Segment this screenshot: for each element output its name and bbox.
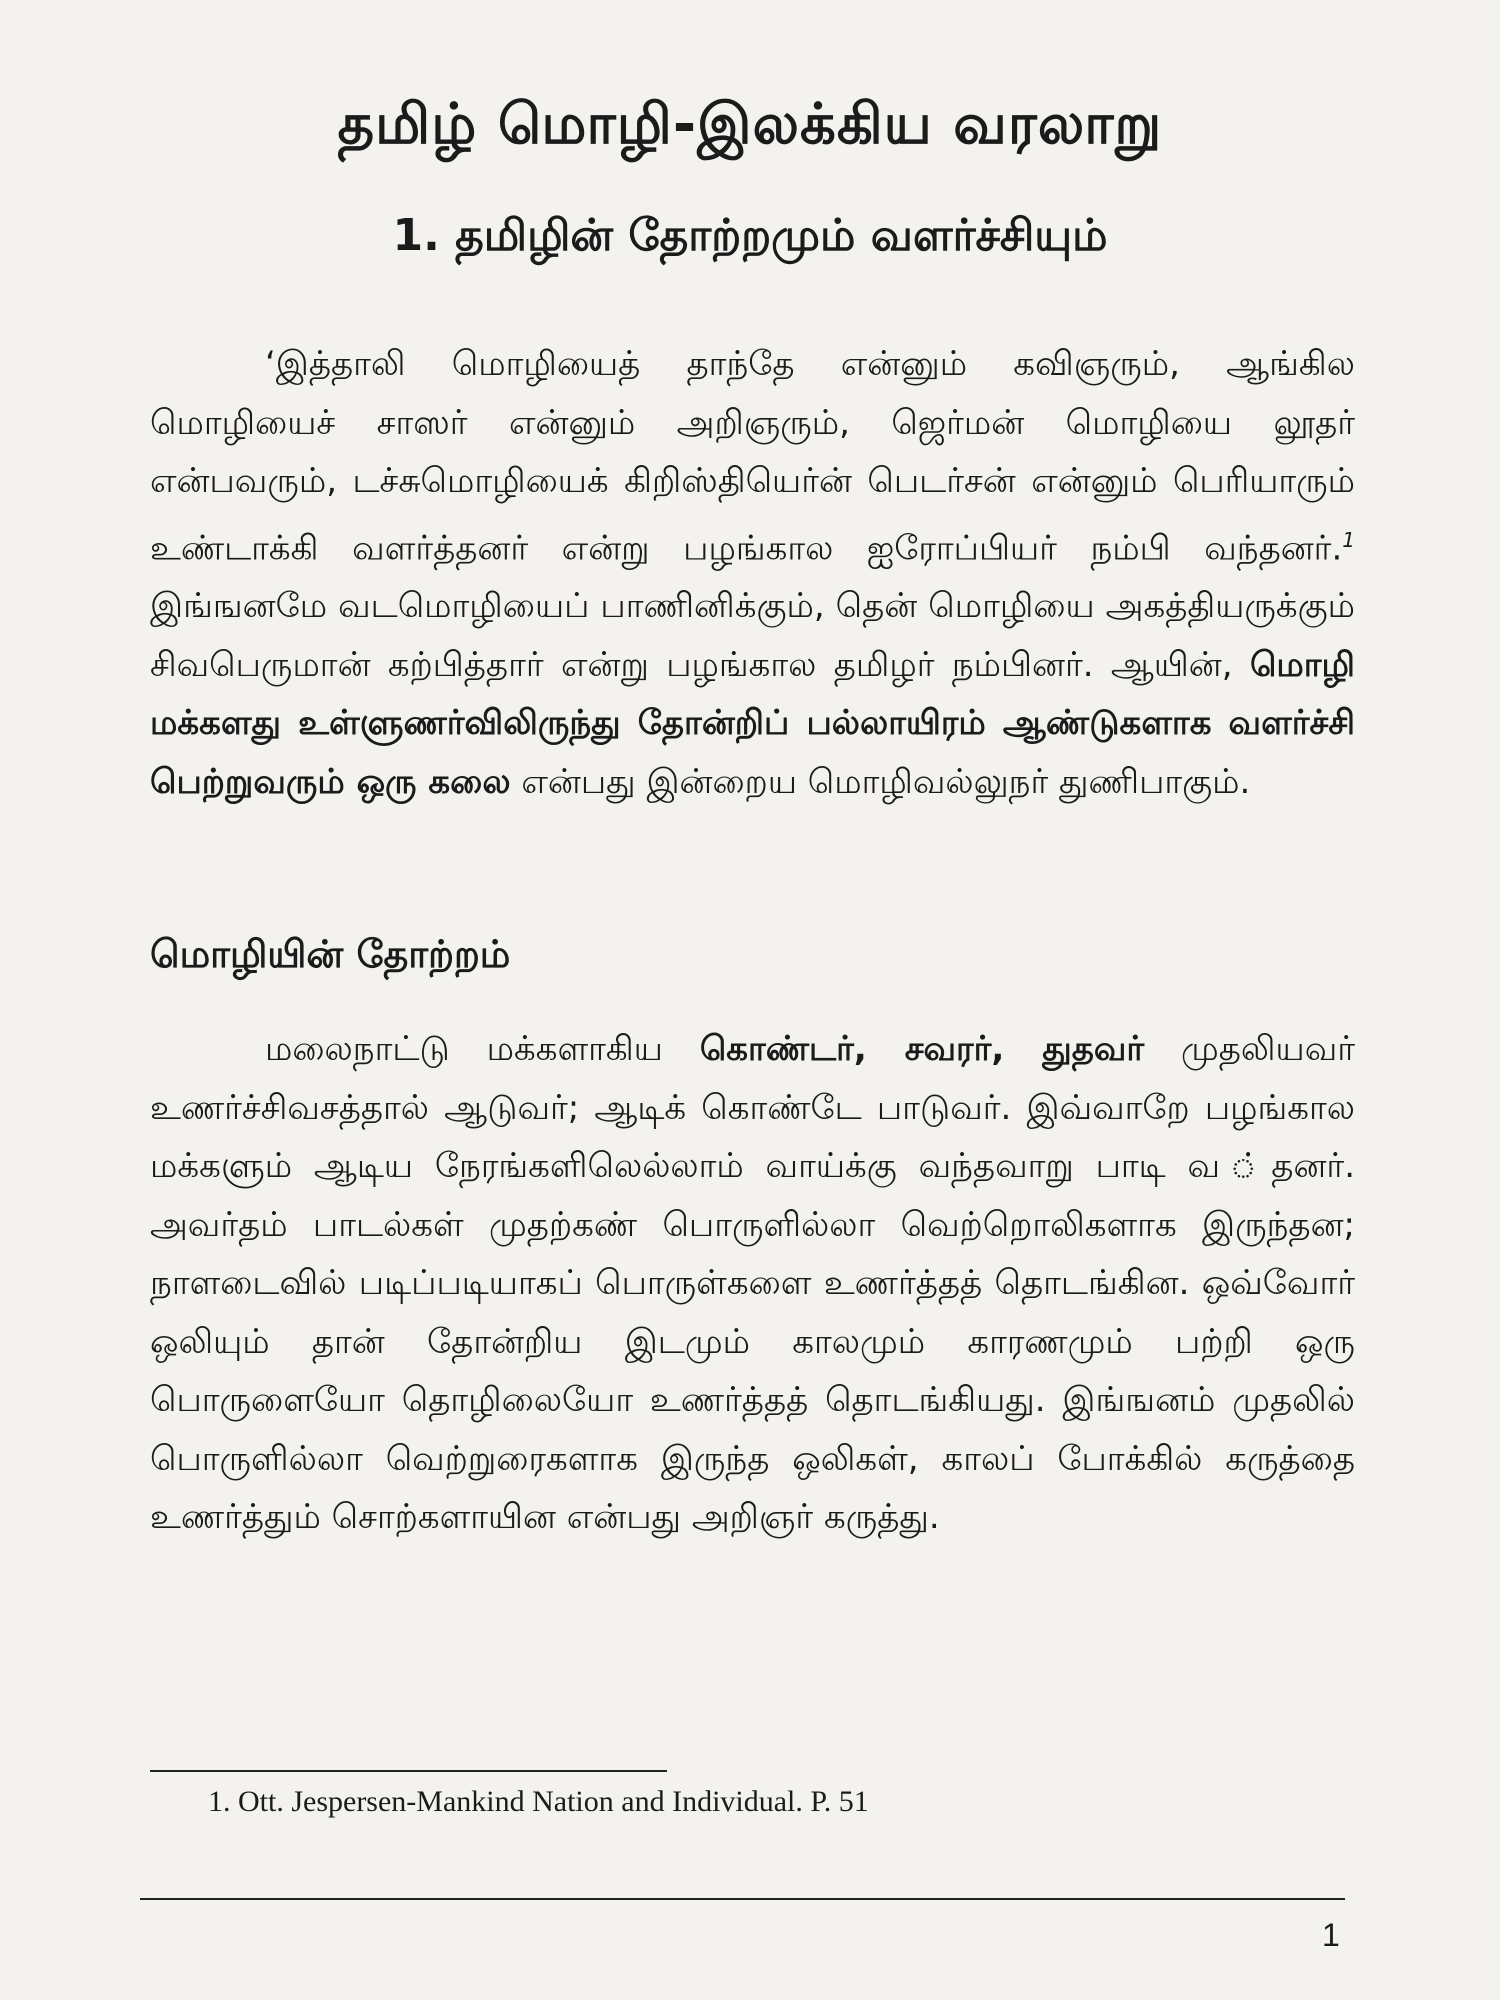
paragraph-origin-beliefs (150, 335, 1355, 811)
section-heading: மொழியின் தோற்றம் (150, 932, 511, 976)
page-bottom-divider (140, 1898, 1345, 1900)
footnote-marker: 1 (1342, 527, 1355, 552)
emphasized-text: கொண்டர், சவரர், துதவர் (699, 1029, 1145, 1069)
footnote: 1. Ott. Jespersen-Mankind Nation and Individual. P. 51 (208, 1785, 869, 1818)
paragraph-origin-of-language (150, 1020, 1355, 1547)
chapter-heading: 1. தமிழின் தோற்றமும் வளர்ச்சியும் (392, 210, 1108, 261)
page-number: 1 (1322, 1917, 1340, 1953)
paragraph-text: ‘இத்தாலி மொழியைத் தாந்தே என்னும் கவிஞரும், ஆங்கில மொழியைச் சாஸர் என்னும் அறிஞரும், ஜெர்மன் மொழியை லூதர் என்பவரும், டச்சுமொழியைக் கிறிஸ்தியெர்ன் பெடர்சன் என்னும் பெரியாரும் உண்டாக்கி வளர்த்தனர் என்று பழங்கால ஐரோப்பியர் நம்பி வந்தனர். (150, 344, 1355, 568)
footnote-divider (150, 1770, 667, 1772)
paragraph-text: முதலியவர் உணர்ச்சிவசத்தால் ஆடுவர்; ஆடிக் கொண்டே பாடுவர். இவ்வாறே பழங்கால மக்களும் ஆடிய நேரங்களிலெல்லாம் வாய்க்கு வந்தவாறு பாடி வ ்தனர். அவர்தம் பாடல்கள் முதற்கண் பொருளில்லா வெற்றொலிகளாக இருந்தன; நாளடைவில் படிப்படியாகப் பொருள்களை உணர்த்தத் தொடங்கின. ஒவ்வோர் ஒலியும் தான் தோன்றிய இடமும் காலமும் காரணமும் பற்றி ஒரு பொருளையோ தொழிலையோ உணர்த்தத் தொடங்கியது. இங்ஙனம் முதலில் பொருளில்லா வெற்றுரைகளாக இருந்த ஒலிகள், காலப் போக்கில் கருத்தை உணர்த்தும் சொற்களாயின என்பது அறிஞர் கருத்து. (150, 1029, 1355, 1537)
paragraph-text: என்பது இன்றைய மொழிவல்லுநர் துணிபாகும். (510, 761, 1251, 802)
emphasized-text: மொழி மக்களது உள்ளுணர்விலிருந்து தோன்றிப் பல்லாயிரம் ஆண்டுகளாக வளர்ச்சி பெற்றுவரும் ஒரு கலை (150, 644, 1355, 802)
paragraph-text: இங்ஙனமே வடமொழியைப் பாணினிக்கும், தென் மொழியை அகத்தியருக்கும் சிவபெருமான் கற்பித்தார் என்று பழங்கால தமிழர் நம்பினர். ஆயின், (150, 586, 1355, 685)
paragraph-text: மலைநாட்டு மக்களாகிய (265, 1029, 700, 1069)
book-title: தமிழ் மொழி-இலக்கிய வரலாறு (337, 92, 1163, 157)
